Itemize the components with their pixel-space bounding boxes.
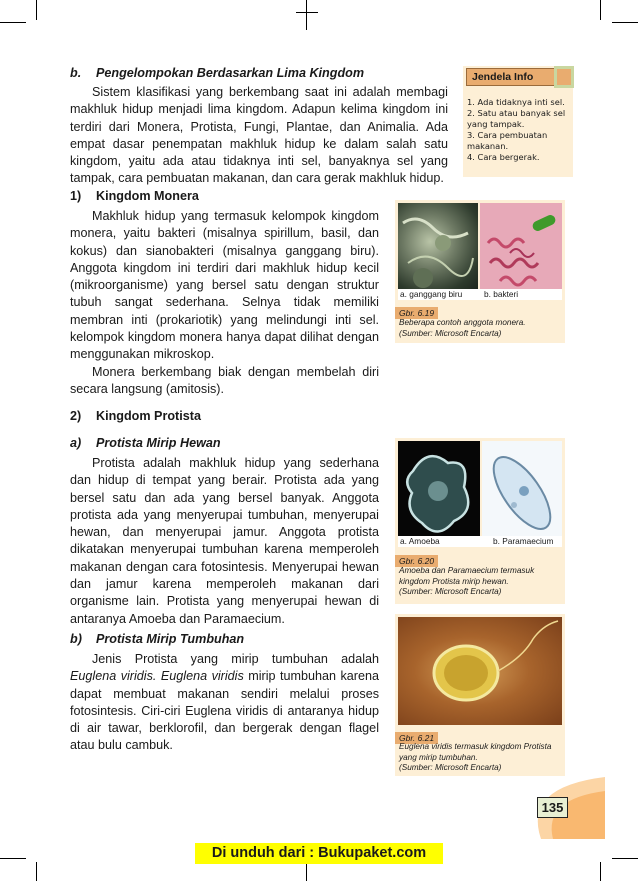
section-b-text: Sistem klasifikasi yang berkembang saat ini adalah membagi makhluk hidup menjadi lima kingdom. Adapun kelima kingdom ini terdiri dari Monera, Protista, Fungi, Plantae, dan Animalia. Ada empat dasar penempatan makhluk hidup ke dalam salah satu kingdom, yaitu ada atau tidaknya inti sel, banyaknya sel yang tampak, cara pembuatan makanan, dan cara gerak makhluk hidup. [70,85,448,186]
download-footer[interactable]: Di unduh dari : Bukupaket.com [195,843,443,864]
protista-tumbuhan-title: Protista Mirip Tumbuhan [96,632,245,646]
figure-6-21-caption [399,742,561,774]
protista-hewan-label: a) [70,436,82,450]
decorative-corner-icon [554,66,574,88]
info-item: 2. Satu atau banyak sel yang tampak. [467,108,566,129]
figure-6-21-number: Gbr. 6.21 [395,732,438,744]
crop-mark [306,0,307,30]
section-b-label: b. [70,66,82,80]
protista-tumbuhan-text [70,651,379,755]
protista-hewan-heading [70,436,221,450]
label-paramaecium: b. Paramaecium [493,536,554,546]
protista-hewan-title: Protista Mirip Hewan [96,436,221,450]
protista-tumbuhan-paragraph [70,651,379,755]
figure-6-20-caption-text: Amoeba dan Paramaecium termasuk kingdom Protista mirip hewan. [399,566,535,586]
section-b-title: Pengelompokan Berdasarkan Lima Kingdom [96,66,365,80]
section-b-heading [70,66,364,80]
figure-6-19-labels [398,289,562,300]
tumbuhan-species-1: Euglena viridis. [70,669,157,684]
protista-hewan-text: Protista adalah makhluk hidup yang sederhana dan hidup di tempat yang berair. Protista ada yang bersel satu dan ada yang bersel banyak. Anggota protista ada yang menyerupai tumbuhan, menyerupai hewan, dan menyerupai jamur. Anggota protista dikatakan menyerupai tumbuhan karena memperoleh makanan dengan cara fotosintesis. Menyerupai hewan dan jamur karena memperoleh makanan dari organisme lain. Protista yang menyerupai hewan di antaranya Amoeba dan Paramaecium. [70,456,379,626]
figure-6-19-caption [399,318,561,339]
crop-mark [600,0,601,20]
figure-6-20-source: (Sumber: Microsoft Encarta) [399,587,502,596]
protista-title: Kingdom Protista [96,409,201,423]
monera-text-2: Monera berkembang biak dengan membelah diri secara langsung (amitosis). [70,364,379,396]
figure-6-19-number: Gbr. 6.19 [395,307,438,319]
tumbuhan-text-part1: Jenis Protista yang mirip tumbuhan adalah [92,652,379,666]
figure-6-20-labels [398,536,562,547]
protista-tumbuhan-label: b) [70,632,82,646]
info-item: 4. Cara bergerak. [467,152,540,162]
bakteri-photo [480,203,562,299]
crop-mark [0,858,26,859]
tumbuhan-species-2: Euglena viridis [160,669,244,684]
label-amoeba: a. Amoeba [400,536,440,546]
monera-label: 1) [70,189,82,203]
ganggang-biru-photo [398,203,478,299]
info-item: 1. Ada tidaknya inti sel. [467,97,565,107]
monera-paragraphs [70,208,379,398]
figure-6-19 [395,200,565,343]
monera-heading [70,189,199,203]
label-ganggang-biru: a. ganggang biru [400,289,463,299]
figure-6-20-number: Gbr. 6.20 [395,555,438,567]
crop-mark [296,12,318,13]
monera-text-1: Makhluk hidup yang termasuk kelompok kingdom monera, yaitu bakteri (misalnya spirillum, basil, dan kokus) dan sianobakteri (misalnya ganggang biru). Anggota kingdom ini terdiri dari makhluk hidup kecil (mikroorganisme) yang bersel satu dengan struktur tubuh sangat sederhana. Selnya tidak memiliki membran inti (prokariotik) yang melindungi inti sel. kelompok kingdom monera hanya dapat dilihat dengan menggunakan mikroskop. [70,209,379,362]
jendela-info-box [463,66,573,177]
crop-mark [612,858,638,859]
protista-heading [70,409,201,423]
jendela-info-header [462,66,574,88]
monera-title: Kingdom Monera [96,189,199,203]
crop-mark [36,862,37,881]
figure-6-19-source: (Sumber: Microsoft Encarta) [399,328,502,338]
paramaecium-photo [482,441,562,546]
figure-6-19-caption-text: Beberapa contoh anggota monera. [399,318,526,327]
jendela-info-list [467,97,567,163]
protista-tumbuhan-heading [70,632,244,646]
page-number: 135 [537,797,568,818]
crop-mark [612,22,638,23]
figure-6-20 [395,438,565,604]
label-bakteri: b. bakteri [484,289,519,299]
euglena-photo [398,617,562,725]
info-item: 3. Cara pembuatan makanan. [467,130,548,151]
crop-mark [600,862,601,881]
figure-6-21-source: (Sumber: Microsoft Encarta) [399,763,502,772]
protista-hewan-paragraph [70,455,379,628]
amoeba-photo [398,441,480,546]
jendela-info-title: Jendela Info [466,68,560,86]
crop-mark [36,0,37,20]
protista-label: 2) [70,409,82,423]
tumbuhan-text-part2: mirip tumbuhan karena dapat membuat makanan sendiri melalui proses fotosintesis. Ciri-ciri Euglena viridis di antaranya hidup di air tawar, berklorofil, dan bergerak dengan flagel atau bulu cambuk. [70,669,380,753]
section-b-paragraph [70,84,448,188]
figure-6-21-caption-text: Euglena viridis termasuk kingdom Protista yang mirip tumbuhan. [399,742,552,762]
figure-6-21 [395,614,565,776]
figure-6-20-caption [399,566,561,598]
crop-mark [0,22,26,23]
